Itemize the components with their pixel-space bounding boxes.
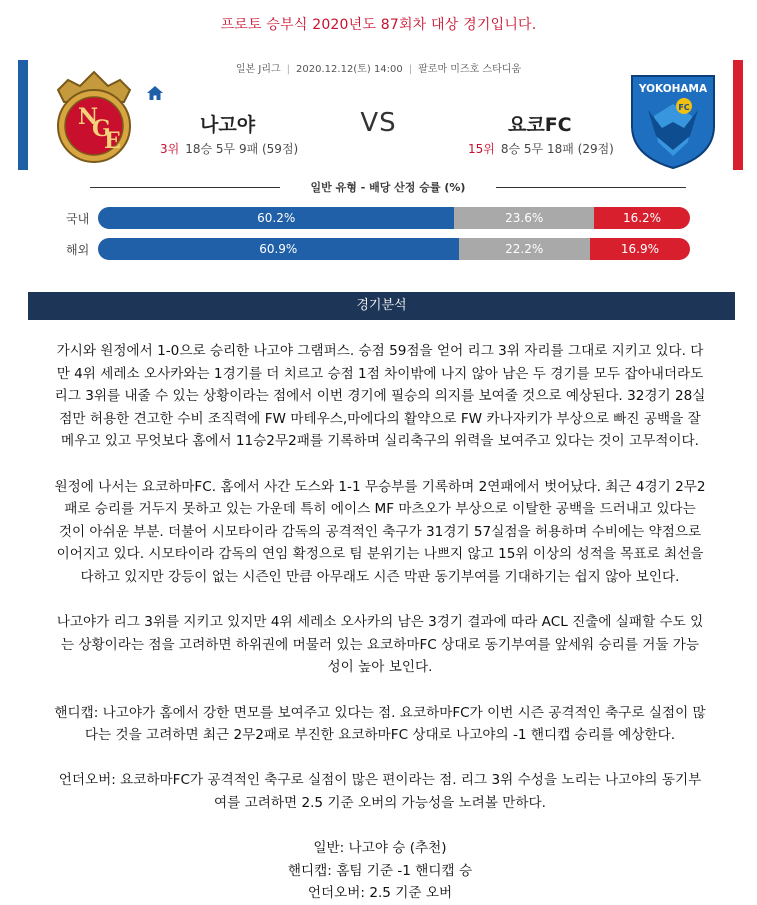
text-line: 것이 아쉬운 부분. 더불어 시모타이라 감독의 공격적인 축구가 31경기 57실점을 허용하며 수비에는 약점으로 (58, 523, 702, 540)
text-line: 여를 고려하면 2.5 기준 오버의 가능성을 노려볼 만하다. (214, 794, 546, 811)
home-icon (147, 86, 163, 100)
away-team-name: 요코FC (508, 114, 572, 136)
analysis-section-header: 경기분석 (28, 292, 735, 320)
away-team-record (468, 140, 614, 157)
match-meta: 일본 J리그 | 2020.12.12(토) 14:00 | 팔로마 미즈호 스타디움 (235, 64, 522, 75)
text-line: 다하고 있지만 강등이 없는 시즌인 만큼 아무래도 시즌 막판 동기부여를 기대하기는 쉽지 않아 보인다. (80, 568, 680, 585)
text-line: 다는 것을 고려하면 최근 2무2패로 부진한 요코하마FC 상대로 나고야의 -1 핸디캡 승리를 예상한다. (84, 727, 676, 744)
text-line: 만 4위 세레소 오사카와는 1경기를 더 치르고 승점 1점 차이밖에 나지 않아 남은 두 경기를 모두 잡아내더라도 (56, 365, 704, 382)
odds-row-label: 국내 (66, 212, 90, 226)
home-team-name: 나고야 (200, 114, 256, 136)
odds-title-label: 일반 유형 - 배당 산정 승률 (%) (310, 181, 466, 194)
crest-fc-badge: FC (678, 103, 690, 112)
analysis-body (18, 340, 742, 905)
away-team-rank: 15위 (468, 142, 495, 156)
home-team-rank: 3위 (160, 142, 180, 156)
match-datetime: 2020.12.12(토) 14:00 (296, 64, 403, 75)
text-line: 원정에 나서는 요코하마FC. 홈에서 사간 도스와 1-1 무승부를 기록하며 2연패에서 벗어났다. 최근 4경기 2무2 (54, 478, 706, 495)
analysis-away-paragraph (18, 476, 742, 589)
lose-probability: 16.2% (594, 207, 690, 229)
odds-row-overseas (60, 238, 690, 260)
crest-letter-n: N (78, 104, 99, 130)
odds-bar (98, 238, 690, 260)
home-team-record (160, 140, 298, 157)
analysis-handicap-paragraph (18, 702, 742, 747)
league-name: 일본 J리그 (235, 64, 281, 75)
text-line: 이어지고 있다. 시모타이라 감독의 연임 확정으로 팀 분위기는 나쁘지 않고 15위 이상의 성적을 목표로 최선을 (56, 546, 704, 563)
odds-row-domestic (60, 207, 690, 229)
text-line: 가시와 원정에서 1-0으로 승리한 나고야 그램퍼스. 승점 59점을 얻어 리그 3위 자리를 그대로 지키고 있다. 다 (56, 343, 704, 359)
odds-bar (98, 207, 690, 229)
text-line: 성이 높아 보인다. (327, 659, 433, 676)
analysis-picks (18, 837, 742, 905)
crest-yokohama-text: YOKOHAMA (638, 83, 708, 95)
text-line: 나고야가 리그 3위를 지키고 있지만 4위 세레소 오사카의 남은 3경기 결과에 따라 ACL 진출에 실패할 수도 있 (56, 614, 704, 631)
win-probability: 60.2% (98, 207, 454, 229)
pick-underover: 언더오버: 2.5 기준 오버 (307, 885, 453, 902)
text-line: 리그 3위를 내줄 수 있는 상황이라는 점에서 이번 경기에 필승의 의지를 보여줄 것으로 예상된다. 32경기 28실 (54, 388, 706, 405)
odds-title (90, 180, 686, 194)
vs-label: VS (360, 108, 397, 138)
crest-letter-g: G (92, 116, 111, 142)
stadium-name: 팔로마 미즈호 스타디움 (418, 64, 522, 75)
lose-probability: 16.9% (590, 238, 690, 260)
text-line: 핸디캡: 나고야가 홈에서 강한 면모를 보여주고 있다는 점. 요코하마FC가 이번 시즌 공격적인 축구로 실점이 많 (54, 704, 706, 721)
win-probability: 60.9% (98, 238, 459, 260)
text-line: 메우고 있고 무엇보다 홈에서 11승2무2패를 기록하며 실리축구의 위력을 보여주고 있다는 것이 고무적이다. (61, 433, 699, 450)
analysis-summary-paragraph (18, 611, 742, 679)
odds-row-label: 해외 (66, 243, 90, 257)
text-line: 점만 허용한 견고한 수비 조직력에 FW 마테우스,마에다의 활약으로 FW 카나자키가 부상으로 빠진 공백을 잘 (59, 410, 701, 427)
away-team-stats: 8승 5무 18패 (29점) (500, 142, 614, 156)
pick-general: 일반: 나고야 승 (추천) (313, 840, 447, 857)
text-line: 는 상황이라는 점을 고려하면 하위권에 머물러 있는 요코하마FC 상대로 동기부여를 앞세워 승리를 거둘 가능 (60, 636, 700, 653)
home-team-stats: 18승 5무 9패 (59점) (185, 142, 299, 156)
pick-handicap: 핸디캡: 홈팀 기준 -1 핸디캡 승 (287, 862, 473, 879)
draw-probability: 23.6% (454, 207, 594, 229)
round-banner: 프로토 승부식 2020년도 87회차 대상 경기입니다. (220, 17, 537, 33)
analysis-home-paragraph (18, 340, 742, 453)
crest-letter-e: E (104, 128, 121, 154)
text-line: 패로 승리를 거두지 못하고 있는 가운데 특히 에이스 MF 마츠오가 부상으로 이탈한 공백을 드러내고 있다는 (64, 501, 696, 518)
draw-probability: 22.2% (459, 238, 590, 260)
text-line: 언더오버: 요코하마FC가 공격적인 축구로 실점이 많은 편이라는 점. 리그 3위 수성을 노리는 나고야의 동기부 (58, 772, 702, 789)
analysis-underover-paragraph (18, 769, 742, 814)
